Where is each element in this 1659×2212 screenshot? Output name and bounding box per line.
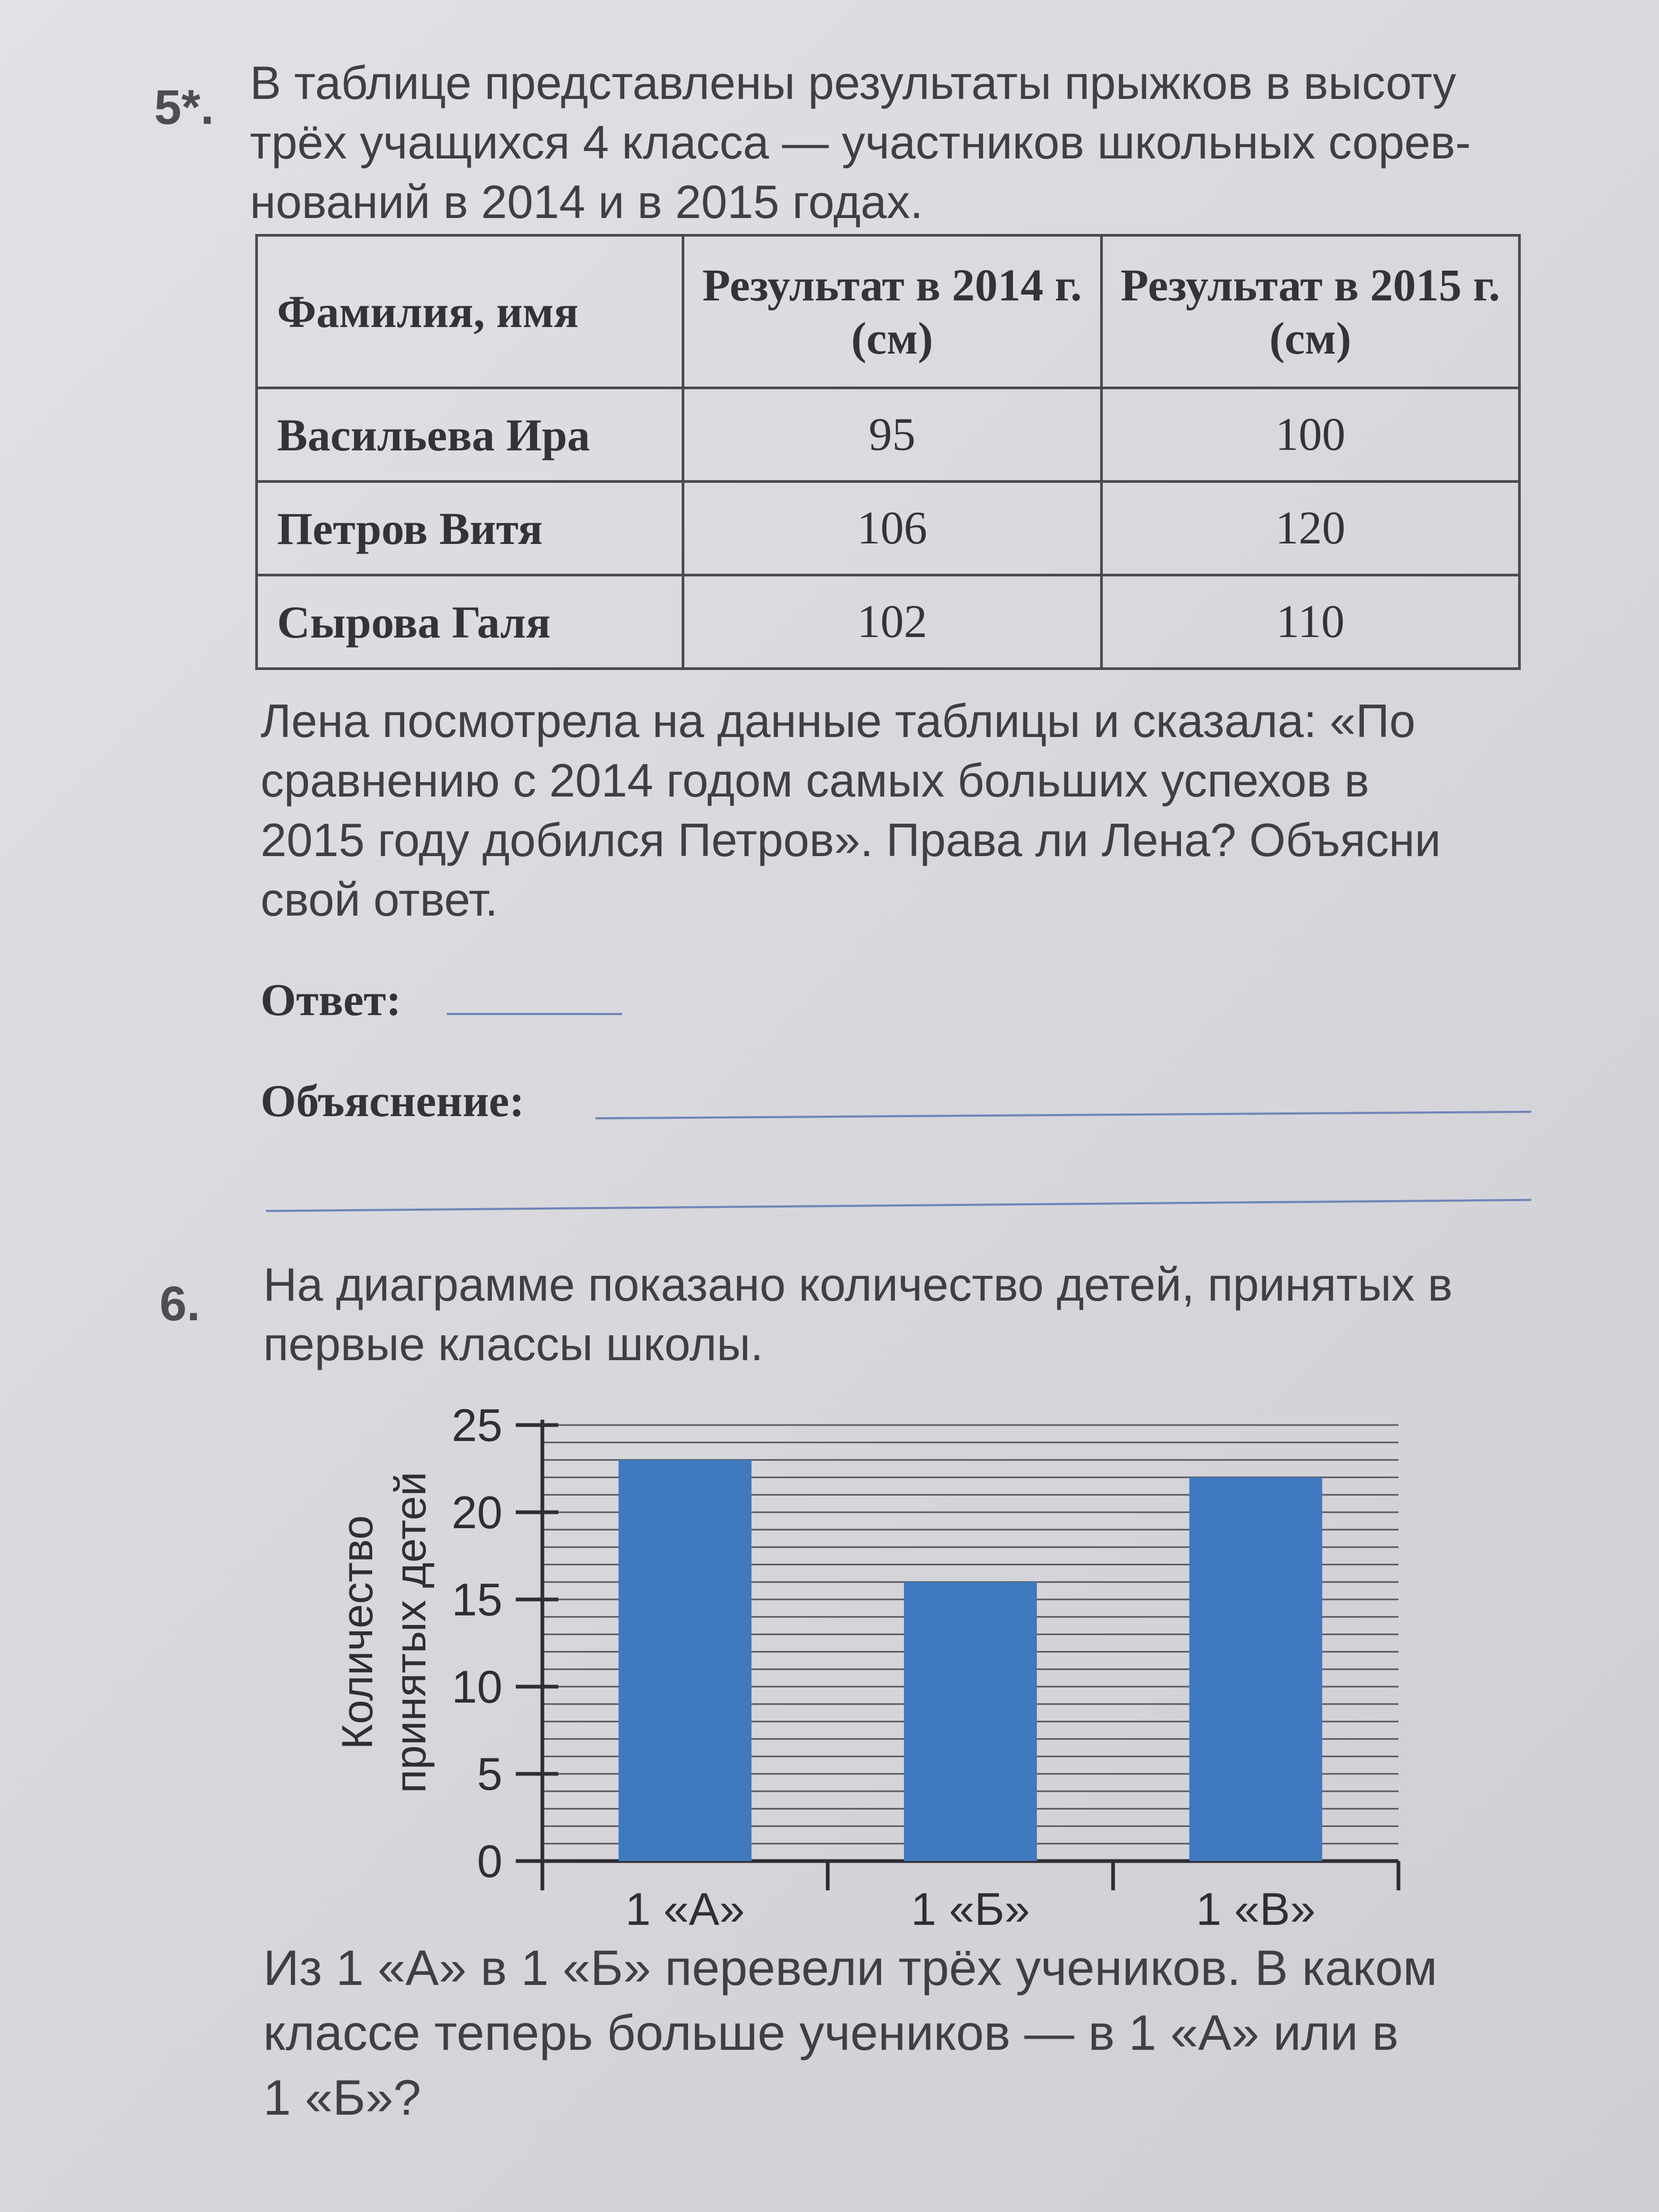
- task5-question-line: 2015 году добился Петров». Права ли Лена? Объясни: [261, 814, 1441, 866]
- task6-question-line: Из 1 «А» в 1 «Б» перевели трёх учеников. В каком: [263, 1940, 1437, 1996]
- y-tick-label: 0: [477, 1836, 502, 1887]
- task5-question: [261, 691, 1537, 929]
- student-name: Сырова Галя: [257, 575, 683, 669]
- table-header-row: [257, 236, 1520, 388]
- y-tick-label: 5: [477, 1749, 502, 1800]
- header-2014: Результат в 2014 г. (см): [683, 236, 1102, 388]
- task5-question-line: свой ответ.: [261, 873, 498, 926]
- table-row: [257, 575, 1520, 669]
- explanation-line-2[interactable]: [266, 1199, 1531, 1212]
- task5-intro: [250, 53, 1515, 232]
- table-row: [257, 388, 1520, 482]
- explanation-label: Объяснение:: [261, 1075, 525, 1126]
- results-table: [255, 234, 1521, 670]
- y-tick-label: 10: [451, 1662, 502, 1713]
- table-row: [257, 482, 1520, 575]
- student-name: Петров Витя: [257, 482, 683, 575]
- result-2014: 102: [683, 575, 1102, 669]
- task5-question-line: сравнению с 2014 годом самых больших успехов в: [261, 754, 1369, 807]
- y-axis-title: принятых детей: [387, 1471, 435, 1794]
- result-2015: 110: [1101, 575, 1520, 669]
- x-tick-label: 1 «Б»: [911, 1884, 1030, 1935]
- bar: [618, 1460, 751, 1861]
- result-2014: 106: [683, 482, 1102, 575]
- task6-question: [263, 1936, 1582, 2130]
- task6-intro-line: первые классы школы.: [263, 1318, 764, 1370]
- student-name: Васильева Ира: [257, 388, 683, 482]
- bar-chart: [298, 1382, 1436, 1967]
- x-tick-label: 1 «В»: [1196, 1884, 1316, 1935]
- bar: [1189, 1477, 1322, 1861]
- task6-intro: [263, 1255, 1539, 1374]
- task5-intro-line: трёх учащихся 4 класса — участников школьных сорев-: [250, 116, 1471, 169]
- y-axis-title: Количество: [333, 1515, 382, 1750]
- answer-label: Ответ:: [261, 974, 401, 1025]
- bar: [904, 1582, 1037, 1861]
- task6-number: 6.: [160, 1277, 200, 1331]
- y-tick-label: 25: [451, 1400, 502, 1451]
- result-2015: 120: [1101, 482, 1520, 575]
- task6-question-line: классе теперь больше учеников — в 1 «А» или в: [263, 2005, 1399, 2060]
- result-2014: 95: [683, 388, 1102, 482]
- task5-number: 5*.: [154, 80, 214, 135]
- x-tick-label: 1 «А»: [625, 1884, 745, 1935]
- result-2015: 100: [1101, 388, 1520, 482]
- task6-question-line: 1 «Б»?: [263, 2069, 421, 2125]
- header-2015: Результат в 2015 г. (см): [1101, 236, 1520, 388]
- explanation-line[interactable]: [596, 1111, 1531, 1119]
- task5-intro-line: нований в 2014 и в 2015 годах.: [250, 175, 923, 228]
- header-name: Фамилия, имя: [257, 236, 683, 388]
- task5-question-line: Лена посмотрела на данные таблицы и сказала: «По: [261, 694, 1415, 747]
- answer-line[interactable]: [447, 1013, 622, 1015]
- task5-intro-line: В таблице представлены результаты прыжков в высоту: [250, 56, 1456, 109]
- task6-intro-line: На диаграмме показано количество детей, принятых в: [263, 1258, 1453, 1311]
- y-tick-label: 15: [451, 1574, 502, 1626]
- y-tick-label: 20: [451, 1487, 502, 1538]
